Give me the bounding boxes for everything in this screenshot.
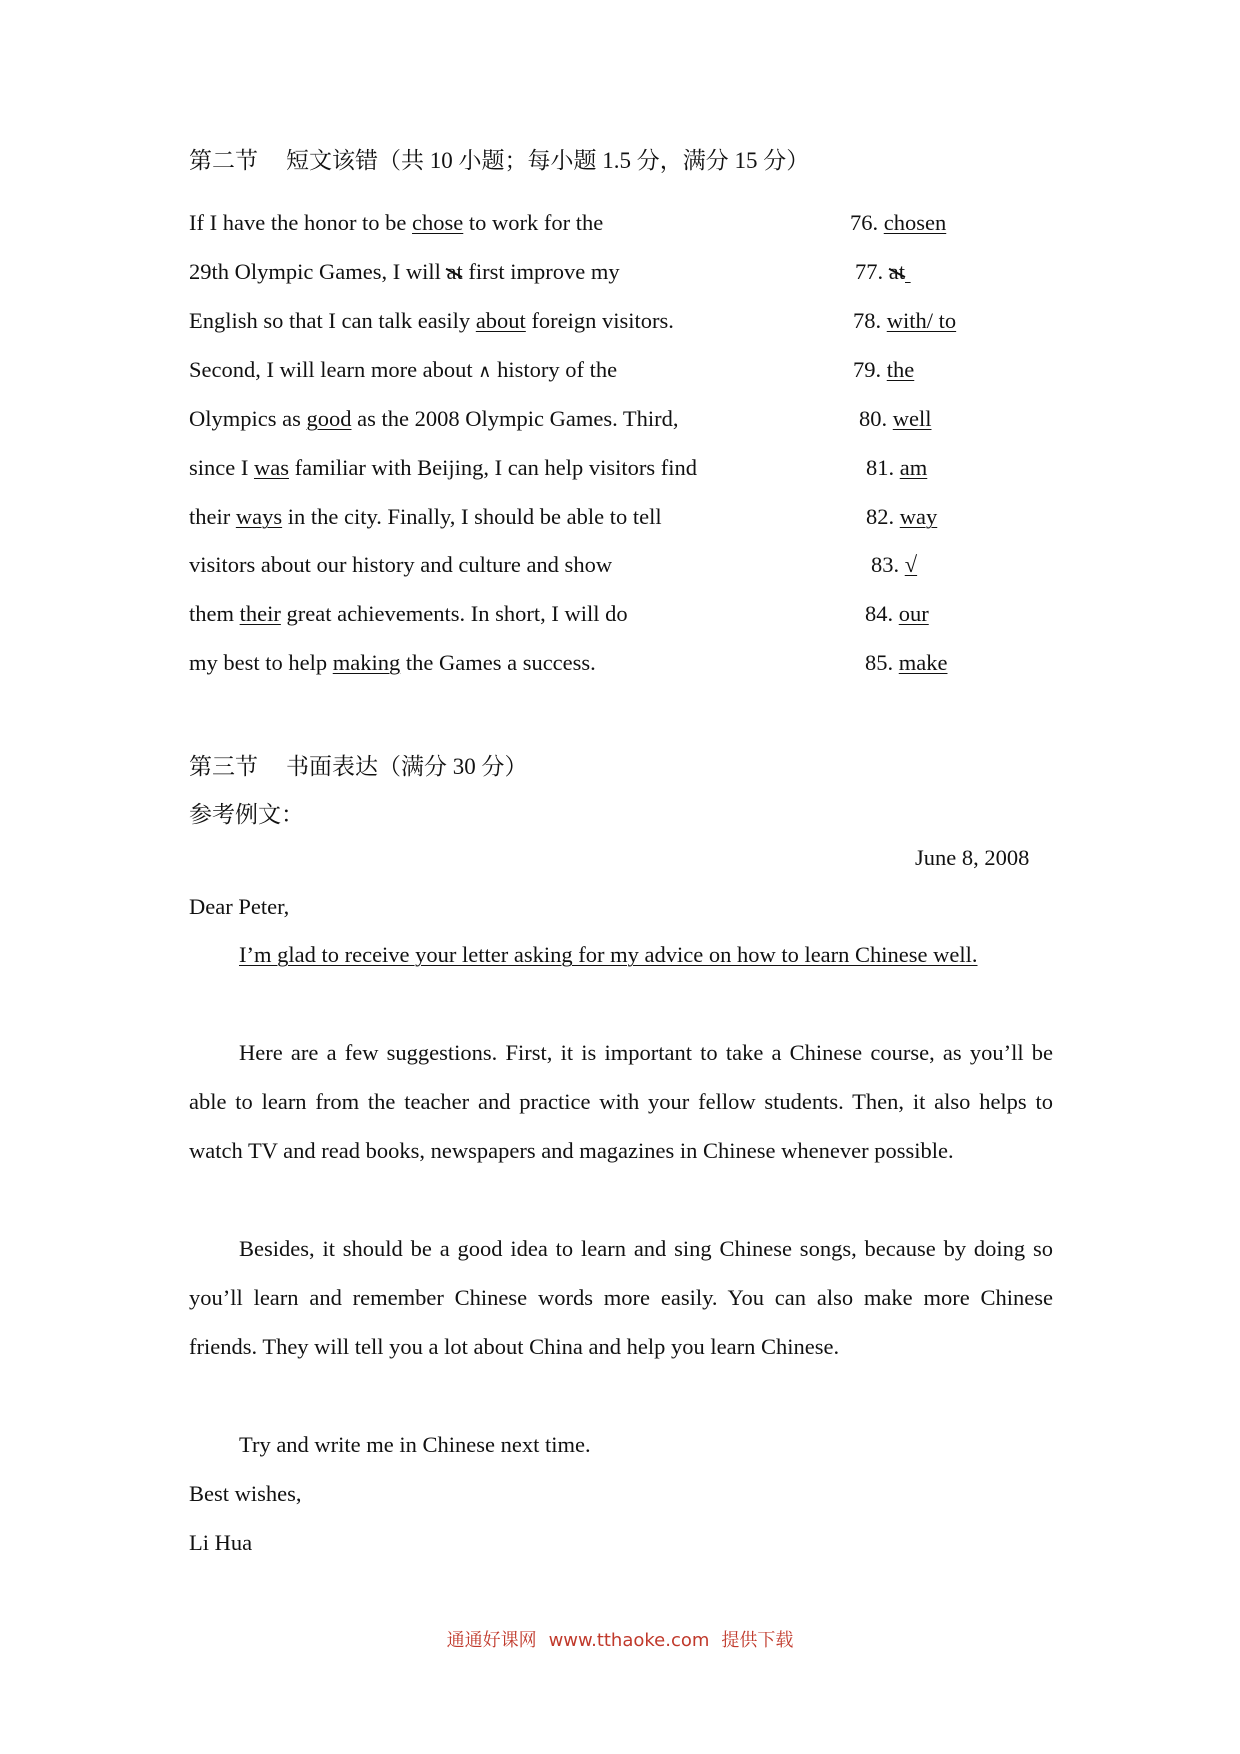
footer-tail: 提供下载	[721, 1630, 794, 1651]
footer-site-name: 通通好课网	[446, 1630, 537, 1651]
letter-paragraph: Besides, it should be a good idea to learn and sing Chinese songs, because by doing so you’ll learn and remember Chinese words more easily. You can also make more Chinese friends. They will tell you a lot about China and help you learn Chinese.	[189, 1236, 1053, 1359]
answer-item: 81. am	[866, 455, 928, 480]
marked-word: good	[306, 406, 352, 431]
passage-line: since I was familiar with Beijing, I can help visitors find	[189, 455, 698, 480]
answer-item: 77. at	[855, 259, 905, 284]
insert-caret: ∧	[478, 361, 492, 382]
passage-line: Second, I will learn more about ∧ history of the	[189, 357, 618, 382]
letter-salutation: Dear Peter,	[189, 894, 290, 919]
letter-closing-line: Try and write me in Chinese next time.	[239, 1432, 591, 1457]
section3-title: 书面表达（满分 30 分）	[286, 754, 528, 779]
reference-label: 参考例文：	[189, 802, 304, 827]
letter-paragraph: Here are a few suggestions. First, it is important to take a Chinese course, as you’ll be able to learn from the teacher and practice with your fellow students. Then, it also helps to watch TV and read books, newspapers and magazines in Chinese whenever possible.	[189, 1040, 1053, 1163]
footer-watermark	[0, 1626, 1240, 1652]
section2-title: 短文该错（共 10 小题；每小题 1.5 分，满分 15 分）	[286, 148, 810, 173]
answer-item: 82. way	[866, 504, 938, 529]
answer-item: 79. the	[853, 357, 915, 382]
footer-url: www.tthaoke.com	[548, 1630, 710, 1651]
passage-line: visitors about our history and culture and show	[189, 552, 613, 577]
letter-signature: Li Hua	[189, 1530, 253, 1555]
answer-item: 84. our	[865, 601, 929, 626]
section2-heading	[189, 142, 809, 175]
section3-label: 第三节	[189, 754, 258, 779]
letter-date: June 8, 2008	[915, 845, 1030, 870]
passage-line: English so that I can talk easily about foreign visitors.	[189, 308, 674, 333]
marked-word: their	[239, 601, 281, 626]
passage-line: them their great achievements. In short, I will do	[189, 601, 628, 626]
marked-word: was	[253, 455, 289, 480]
passage-line: If I have the honor to be chose to work for the	[189, 210, 604, 235]
answer-item: 85. make	[865, 650, 948, 675]
letter-opening: I’m glad to receive your letter asking for my advice on how to learn Chinese well.	[239, 942, 978, 967]
passage-line: Olympics as good as the 2008 Olympic Games. Third,	[189, 406, 679, 431]
marked-word: about	[475, 308, 526, 333]
section2-label: 第二节	[189, 148, 258, 173]
answer-item: 80. well	[859, 406, 932, 431]
passage-line: 29th Olympic Games, I will at first improve my	[189, 259, 620, 284]
marked-word: making	[332, 650, 401, 675]
passage-line: their ways in the city. Finally, I should be able to tell	[189, 504, 662, 529]
answer-item: 83. √	[871, 552, 918, 577]
check-mark-icon: √	[904, 552, 918, 577]
marked-word: at	[446, 259, 463, 284]
passage-line: my best to help making the Games a success.	[189, 650, 596, 675]
marked-word: chose	[412, 210, 464, 235]
answer-item: 76. chosen	[850, 210, 947, 235]
section3-heading	[189, 748, 528, 781]
letter-sign-off: Best wishes,	[189, 1481, 302, 1506]
answer-item: 78. with/ to	[853, 308, 957, 333]
marked-word: ways	[235, 504, 283, 529]
